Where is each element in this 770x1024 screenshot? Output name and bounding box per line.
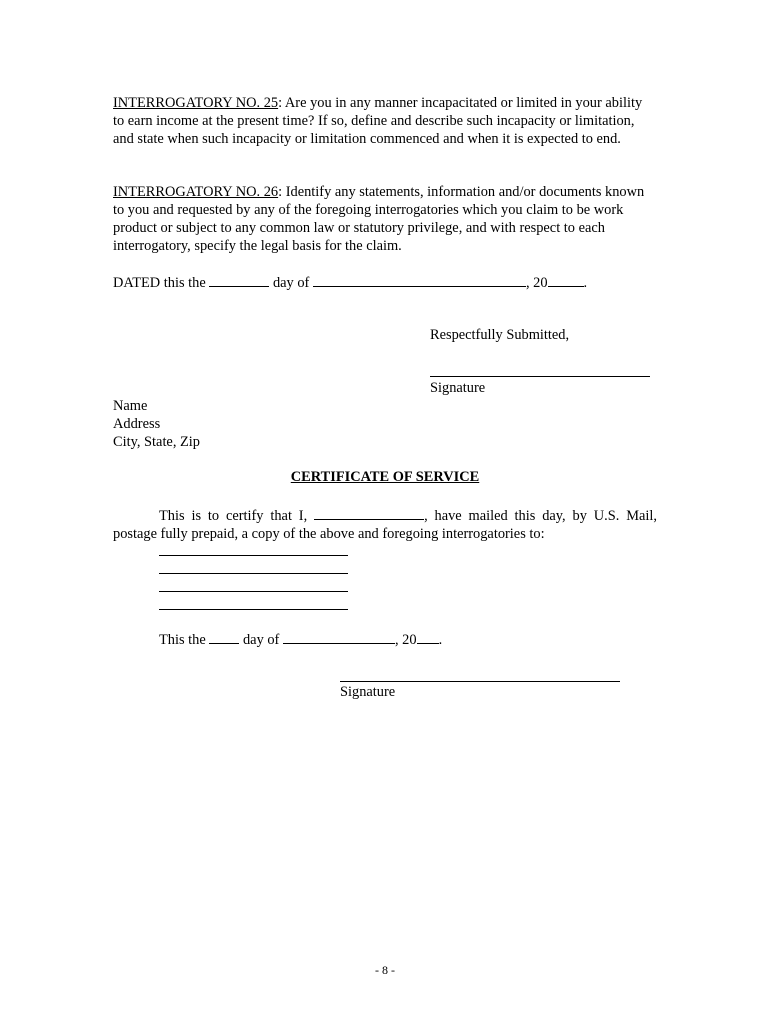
page-number: - 8 - (375, 963, 395, 977)
dated-day-field[interactable] (209, 272, 269, 287)
dated-month-field[interactable] (313, 272, 526, 287)
dated-period: . (583, 275, 588, 291)
interrogatory-25-text: : Are you in any manner incapacitated or limited in your ability to earn income at the present time? If so, define and describe such incapacity or limitation, and state when such incapacity or limitation commenced and when it is expected to end. (113, 95, 643, 147)
this-the-day-of: day of (242, 632, 280, 648)
recipient-line-1[interactable] (159, 555, 348, 556)
this-the-period: . (438, 632, 443, 648)
this-the-prefix: This the (159, 632, 206, 648)
interrogatory-25 (113, 94, 653, 148)
final-signature-line[interactable] (340, 681, 620, 682)
signature-label: Signature (430, 380, 486, 396)
dated-prefix: DATED this the (113, 275, 206, 291)
name-label: Name (113, 398, 148, 414)
final-signature-label: Signature (340, 684, 396, 700)
interrogatory-26 (113, 183, 653, 255)
certifier-name-field[interactable] (314, 505, 424, 520)
recipient-line-4[interactable] (159, 609, 348, 610)
this-the-year-field[interactable] (417, 629, 439, 644)
dated-year-prefix: , 20 (525, 275, 548, 291)
respectfully-submitted: Respectfully Submitted, (430, 327, 570, 343)
interrogatory-25-label: INTERROGATORY NO. 25 (113, 95, 279, 111)
this-the-day-field[interactable] (209, 629, 239, 644)
certificate-paragraph (113, 505, 657, 543)
city-state-zip-label: City, State, Zip (113, 434, 201, 450)
address-label: Address (113, 416, 161, 432)
interrogatory-26-label: INTERROGATORY NO. 26 (113, 184, 279, 200)
certificate-text-part1: This is to certify that I, (159, 508, 308, 524)
dated-line (113, 272, 587, 292)
certificate-heading-text: CERTIFICATE OF SERVICE (290, 469, 480, 485)
dated-day-of: day of (272, 275, 310, 291)
certificate-heading (0, 468, 770, 486)
this-the-year-prefix: , 20 (394, 632, 417, 648)
recipient-line-2[interactable] (159, 573, 348, 574)
interrogatory-26-text: : Identify any statements, information and/or documents known to you and requested by any of the foregoing interrogatories which you claim to be work product or subject to any common law or statutory privilege, and with respect to each interrogatory, specify the legal basis for the claim. (113, 184, 645, 254)
dated-year-field[interactable] (548, 272, 584, 287)
this-the-line (159, 629, 442, 649)
this-the-month-field[interactable] (283, 629, 395, 644)
signature-line[interactable] (430, 376, 650, 377)
certificate-text-part2: , have mailed this day, by U.S. Mail, postage fully prepaid, a copy of the above and foregoing interrogatories to: (113, 508, 657, 542)
recipient-line-3[interactable] (159, 591, 348, 592)
